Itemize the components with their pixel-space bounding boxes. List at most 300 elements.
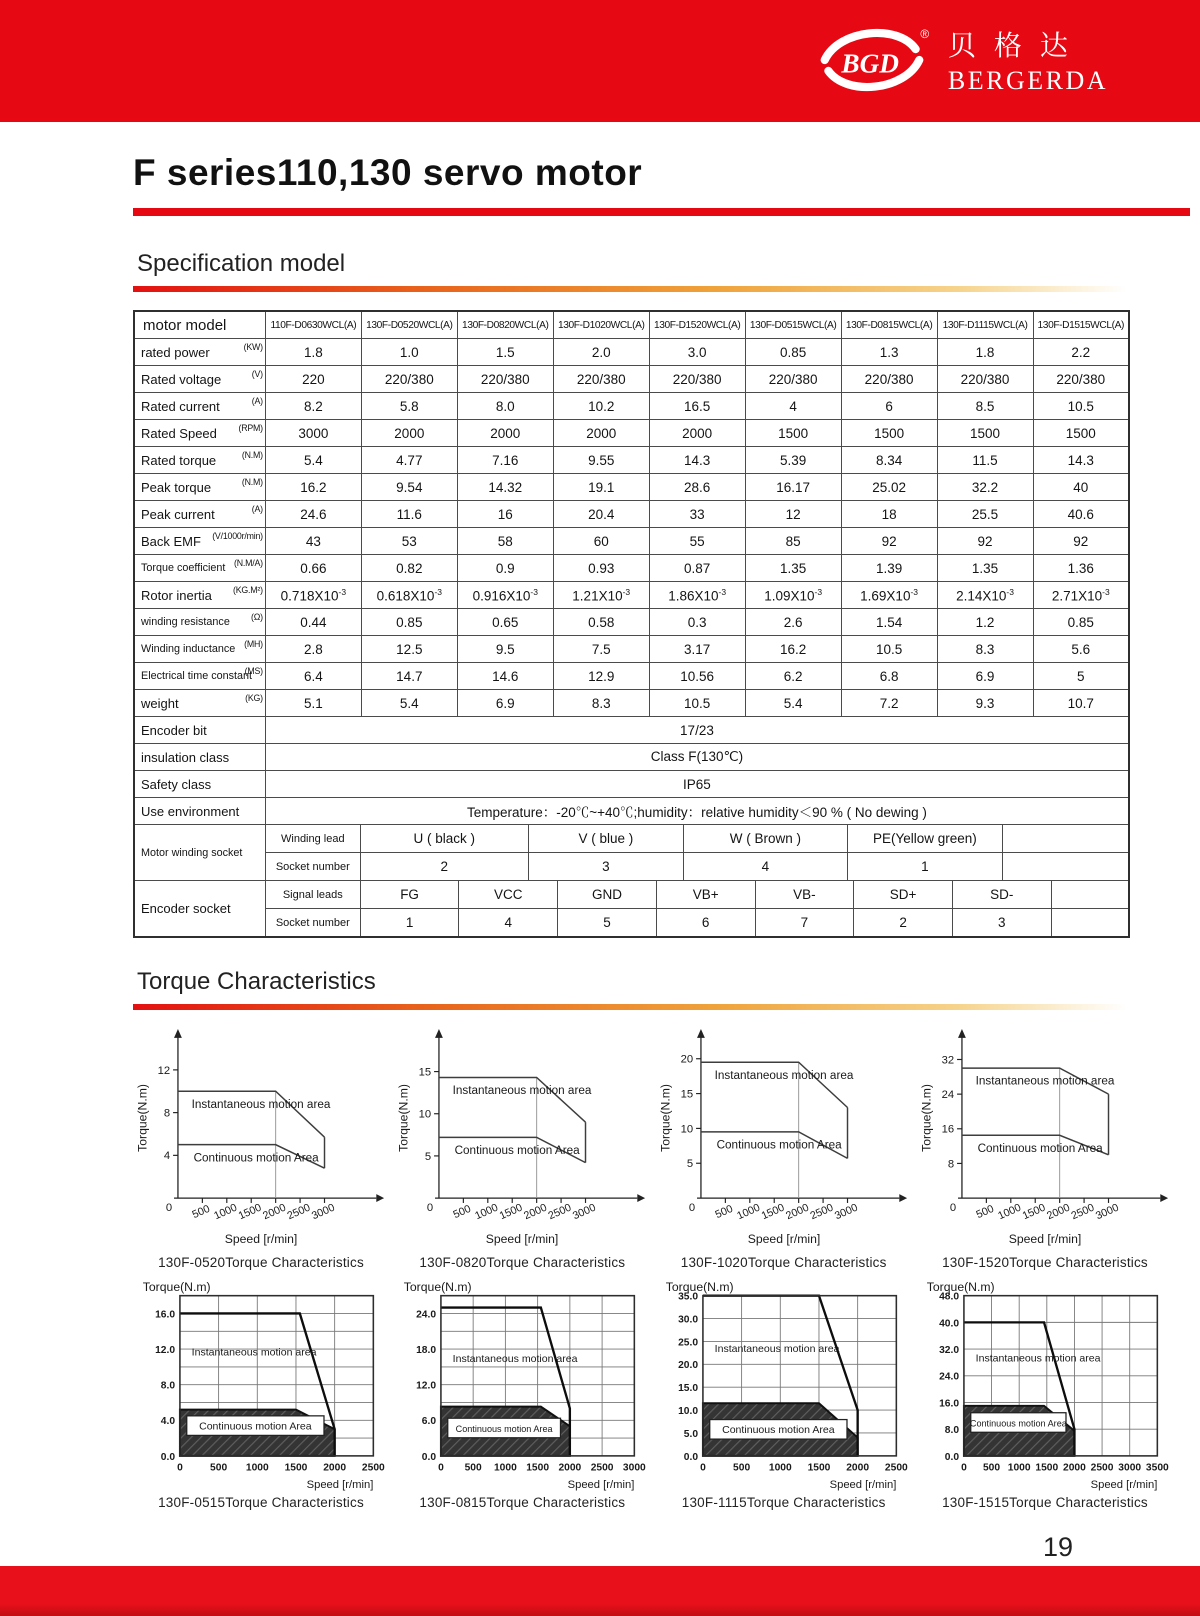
spec-row [134, 609, 1129, 636]
svg-text:1000: 1000 [996, 1201, 1023, 1223]
spec-row [134, 582, 1129, 609]
spec-value: 6.4 [265, 663, 361, 690]
svg-text:0.0: 0.0 [944, 1451, 960, 1463]
spec-row [134, 501, 1129, 528]
row-label: Motor winding socket [134, 825, 265, 881]
spec-value: 53 [361, 528, 457, 555]
svg-text:500: 500 [464, 1462, 483, 1474]
svg-text:500: 500 [190, 1202, 212, 1222]
svg-text:24: 24 [941, 1089, 955, 1102]
spec-value: 85 [745, 528, 841, 555]
svg-text:Continuous motion Area: Continuous motion Area [977, 1141, 1103, 1155]
spec-value: 1.39 [841, 555, 937, 582]
spec-value: 25.5 [937, 501, 1033, 528]
svg-text:Continuous motion Area: Continuous motion Area [716, 1138, 842, 1152]
socket-cell: GND [558, 881, 657, 908]
encoder-socket-row [134, 881, 1129, 909]
socket-cell: 1 [848, 853, 1003, 880]
spec-value: 6.9 [457, 690, 553, 717]
svg-text:1500: 1500 [236, 1201, 264, 1223]
row-label: Rated voltage (V) [134, 366, 265, 393]
row-label: Encoder bit [134, 717, 265, 744]
chart-caption: 130F-0815Torque Characteristics [419, 1495, 626, 1510]
spec-value: 8.0 [457, 393, 553, 420]
spec-row [134, 393, 1129, 420]
charts-row-top [133, 1022, 1173, 1270]
svg-text:1500: 1500 [497, 1201, 525, 1223]
row-label: Torque coefficient (N.M/A) [134, 555, 265, 582]
section-torque-characteristics: Torque Characteristics [137, 968, 376, 995]
spec-value: 1.35 [745, 555, 841, 582]
spec-value: 1.0 [361, 339, 457, 366]
spec-value: 0.66 [265, 555, 361, 582]
svg-text:Speed [r/min]: Speed [r/min] [224, 1232, 298, 1247]
spec-value: $0.618X10^{-3}$ [361, 582, 457, 609]
svg-text:2500: 2500 [361, 1462, 385, 1474]
torque-figure-130F-1115 [656, 1282, 912, 1510]
svg-text:8: 8 [163, 1107, 171, 1120]
svg-text:25.0: 25.0 [677, 1337, 698, 1349]
svg-text:0: 0 [165, 1201, 173, 1214]
spec-value: 8.2 [265, 393, 361, 420]
row-label: Peak current (A) [134, 501, 265, 528]
row-label: Encoder socket [134, 881, 265, 938]
spec-value: 2.8 [265, 636, 361, 663]
svg-text:0: 0 [177, 1462, 183, 1474]
spec-row [134, 339, 1129, 366]
spec-value: 92 [1033, 528, 1129, 555]
svg-text:2000: 2000 [783, 1201, 811, 1223]
socket-cell [1003, 853, 1128, 880]
spec-value: 220/380 [1033, 366, 1129, 393]
spec-row [134, 447, 1129, 474]
torque-figure-130F-0520 [133, 1022, 389, 1270]
spec-row [134, 555, 1129, 582]
model-header: 110F-D0630WCL(A) [265, 311, 361, 339]
svg-text:2500: 2500 [1090, 1462, 1114, 1474]
row-label: weight (KG) [134, 690, 265, 717]
spec-table-body [134, 311, 1129, 937]
spec-value: 2000 [457, 420, 553, 447]
svg-text:1000: 1000 [212, 1201, 239, 1223]
row-label: Use environment [134, 798, 265, 825]
spec-value: 2.2 [1033, 339, 1129, 366]
spec-value: 18 [841, 501, 937, 528]
spec-value: 28.6 [649, 474, 745, 501]
svg-text:1500: 1500 [759, 1201, 787, 1223]
brand-name: BERGERDA [947, 66, 1108, 95]
spec-value: 0.82 [361, 555, 457, 582]
encoder-socket-row [134, 909, 1129, 938]
svg-text:16.0: 16.0 [939, 1398, 960, 1410]
spec-value: 8.5 [937, 393, 1033, 420]
svg-text:Speed [r/min]: Speed [r/min] [747, 1232, 820, 1247]
svg-text:12.0: 12.0 [416, 1380, 437, 1392]
model-header: 130F-D0820WCL(A) [457, 311, 553, 339]
chart-caption: 130F-1020Torque Characteristics [680, 1255, 887, 1270]
page-number: 19 [1042, 1532, 1073, 1562]
spec-value: 16 [457, 501, 553, 528]
spec-value: 1500 [745, 420, 841, 447]
spec-table [133, 310, 1130, 938]
socket-cell: 3 [529, 853, 684, 880]
svg-text:Continuous motion Area: Continuous motion Area [721, 1424, 835, 1437]
svg-text:1500: 1500 [807, 1462, 831, 1474]
svg-text:2500: 2500 [808, 1201, 835, 1223]
header-band [0, 0, 1200, 122]
svg-text:1500: 1500 [1035, 1462, 1059, 1474]
torque-chart-130F-0815 [394, 1282, 650, 1493]
spec-value: 0.87 [649, 555, 745, 582]
spec-value: 1.3 [841, 339, 937, 366]
spec-value: $1.86X10^{-3}$ [649, 582, 745, 609]
spec-value: 0.65 [457, 609, 553, 636]
spec-value: 5 [1033, 663, 1129, 690]
socket-cell: 4 [684, 853, 848, 880]
svg-text:2500: 2500 [285, 1201, 313, 1223]
svg-text:Torque(N.m): Torque(N.m) [142, 1282, 211, 1294]
socket-cells [265, 825, 1129, 853]
spec-value: 14.7 [361, 663, 457, 690]
svg-text:5.0: 5.0 [683, 1428, 698, 1440]
spec-value: 58 [457, 528, 553, 555]
section-underline-gradient [133, 286, 1190, 292]
spec-value: 1.8 [265, 339, 361, 366]
spec-value: 1.2 [937, 609, 1033, 636]
spec-value: 9.54 [361, 474, 457, 501]
charts-row-bottom [133, 1282, 1173, 1510]
spec-value: 220/380 [553, 366, 649, 393]
spec-value: 24.6 [265, 501, 361, 528]
chart-caption: 130F-0520Torque Characteristics [158, 1255, 364, 1270]
spec-value: 220 [265, 366, 361, 393]
socket-sub-label: Socket number [266, 909, 361, 936]
svg-text:1500: 1500 [526, 1462, 550, 1474]
torque-chart-130F-1115 [656, 1282, 912, 1493]
spec-span-row [134, 771, 1129, 798]
svg-text:0: 0 [961, 1462, 967, 1474]
socket-cell [1052, 909, 1128, 936]
svg-text:1000: 1000 [245, 1462, 269, 1474]
svg-text:500: 500 [732, 1462, 750, 1474]
svg-text:Continuous motion Area: Continuous motion Area [455, 1423, 553, 1434]
spec-value: 16.2 [745, 636, 841, 663]
spec-value: 6.2 [745, 663, 841, 690]
socket-cell: SD+ [854, 881, 953, 908]
row-label: rated power (KW) [134, 339, 265, 366]
torque-chart-130F-0820 [394, 1022, 650, 1253]
spec-span-row [134, 717, 1129, 744]
spec-value: 7.5 [553, 636, 649, 663]
svg-text:Torque(N.m): Torque(N.m) [926, 1282, 995, 1294]
spec-value: 19.1 [553, 474, 649, 501]
spec-span-value: Class F(130℃) [265, 744, 1129, 771]
spec-value: 11.5 [937, 447, 1033, 474]
torque-figure-130F-0515 [133, 1282, 389, 1510]
spec-value: 2000 [553, 420, 649, 447]
socket-cell: 1 [361, 909, 460, 936]
spec-span-value: IP65 [265, 771, 1129, 798]
svg-text:1000: 1000 [473, 1201, 501, 1223]
socket-cell: 4 [459, 909, 558, 936]
svg-text:2500: 2500 [591, 1462, 614, 1474]
spec-value: 3.0 [649, 339, 745, 366]
spec-row [134, 663, 1129, 690]
svg-text:Instantaneous motion area: Instantaneous motion area [975, 1074, 1115, 1088]
svg-text:Torque(N.m): Torque(N.m) [658, 1084, 673, 1152]
row-label: Rated Speed (RPM) [134, 420, 265, 447]
spec-value: 40 [1033, 474, 1129, 501]
spec-span-row [134, 744, 1129, 771]
spec-value: 1.36 [1033, 555, 1129, 582]
spec-value: 8.34 [841, 447, 937, 474]
spec-span-value: Temperature：-20℃~+40℃;humidity：relative humidity＜90 % ( No dewing ) [265, 798, 1129, 825]
brand-chinese: 贝格达 [947, 31, 1086, 62]
row-label: Safety class [134, 771, 265, 798]
spec-value: 16.5 [649, 393, 745, 420]
svg-text:Speed [r/min]: Speed [r/min] [829, 1479, 896, 1492]
svg-text:2500: 2500 [884, 1462, 908, 1474]
spec-value: 1500 [937, 420, 1033, 447]
spec-value: $2.71X10^{-3}$ [1033, 582, 1129, 609]
spec-value: 7.16 [457, 447, 553, 474]
spec-value: 10.56 [649, 663, 745, 690]
spec-value: 3000 [265, 420, 361, 447]
title-underline [133, 208, 1190, 216]
spec-value: 4.77 [361, 447, 457, 474]
model-header: 130F-D0515WCL(A) [745, 311, 841, 339]
brand-logo [812, 18, 1108, 102]
svg-text:500: 500 [210, 1462, 228, 1474]
spec-value: 11.6 [361, 501, 457, 528]
svg-text:2000: 2000 [323, 1462, 347, 1474]
svg-text:3000: 3000 [571, 1201, 598, 1223]
spec-value: 55 [649, 528, 745, 555]
section-underline-gradient-2 [133, 1004, 1190, 1010]
svg-text:Continuous motion Area: Continuous motion Area [199, 1420, 312, 1433]
model-header: 130F-D1020WCL(A) [553, 311, 649, 339]
svg-text:2000: 2000 [522, 1201, 550, 1223]
spec-value: 14.32 [457, 474, 553, 501]
svg-text:16.0: 16.0 [155, 1309, 176, 1321]
spec-value: 3.17 [649, 636, 745, 663]
spec-value: 2000 [649, 420, 745, 447]
svg-text:2000: 2000 [1045, 1201, 1072, 1223]
svg-text:5: 5 [425, 1150, 432, 1163]
spec-col-header: motor model [134, 311, 265, 339]
svg-text:Speed [r/min]: Speed [r/min] [486, 1232, 559, 1247]
svg-text:35.0: 35.0 [677, 1291, 698, 1303]
spec-value: 0.3 [649, 609, 745, 636]
page-content [133, 122, 1190, 1563]
socket-cell: 2 [361, 853, 529, 880]
chart-caption: 130F-1520Torque Characteristics [942, 1255, 1148, 1270]
row-label: Back EMF (V/1000r/min) [134, 528, 265, 555]
spec-row [134, 528, 1129, 555]
svg-text:Speed [r/min]: Speed [r/min] [1090, 1479, 1158, 1492]
section-specification-model: Specification model [137, 250, 346, 277]
svg-text:12: 12 [157, 1064, 171, 1077]
svg-text:Speed [r/min]: Speed [r/min] [1008, 1232, 1082, 1247]
svg-text:Torque(N.m): Torque(N.m) [665, 1282, 734, 1294]
svg-text:20.0: 20.0 [677, 1360, 698, 1372]
winding-socket-row [134, 853, 1129, 881]
spec-value: 10.7 [1033, 690, 1129, 717]
svg-text:0.0: 0.0 [160, 1451, 176, 1463]
torque-chart-130F-1520 [917, 1022, 1173, 1253]
spec-value: 6 [841, 393, 937, 420]
footer-band [0, 1566, 1200, 1616]
svg-text:32: 32 [941, 1054, 955, 1067]
spec-value: 0.9 [457, 555, 553, 582]
socket-cell: W ( Brown ) [684, 825, 848, 852]
svg-text:Continuous motion Area: Continuous motion Area [969, 1418, 1067, 1429]
spec-value: 25.02 [841, 474, 937, 501]
bgd-logo-text: BGD [841, 48, 899, 79]
spec-value: 60 [553, 528, 649, 555]
svg-text:2500: 2500 [1069, 1201, 1097, 1223]
socket-cell: FG [361, 881, 460, 908]
spec-row [134, 690, 1129, 717]
socket-cell: U ( black ) [361, 825, 529, 852]
svg-text:15.0: 15.0 [677, 1383, 698, 1395]
socket-cell: VB+ [657, 881, 756, 908]
row-label: Rated current (A) [134, 393, 265, 420]
svg-text:3000: 3000 [1093, 1201, 1121, 1223]
svg-text:8: 8 [947, 1158, 955, 1171]
svg-text:Torque(N.m): Torque(N.m) [135, 1084, 150, 1152]
torque-figure-130F-0820 [394, 1022, 650, 1270]
svg-text:3000: 3000 [623, 1462, 647, 1474]
spec-value: 5.4 [745, 690, 841, 717]
model-header: 130F-D0815WCL(A) [841, 311, 937, 339]
svg-text:Speed [r/min]: Speed [r/min] [306, 1479, 374, 1492]
socket-cell [1003, 825, 1128, 852]
svg-text:Instantaneous motion area: Instantaneous motion area [191, 1097, 331, 1111]
svg-text:18.0: 18.0 [416, 1344, 437, 1356]
socket-cell: VCC [459, 881, 558, 908]
socket-cell: 6 [657, 909, 756, 936]
svg-text:Continuous motion Area: Continuous motion Area [193, 1151, 319, 1165]
svg-text:4: 4 [163, 1150, 171, 1163]
svg-text:500: 500 [713, 1202, 735, 1222]
svg-text:2000: 2000 [845, 1462, 869, 1474]
row-label: insulation class [134, 744, 265, 771]
spec-value: 1500 [841, 420, 937, 447]
spec-value: 6.9 [937, 663, 1033, 690]
spec-value: $1.69X10^{-3}$ [841, 582, 937, 609]
spec-value: 10.2 [553, 393, 649, 420]
spec-value: 4 [745, 393, 841, 420]
socket-cells [265, 881, 1129, 909]
row-label: Winding inductance (MH) [134, 636, 265, 663]
svg-text:Speed [r/min]: Speed [r/min] [567, 1479, 635, 1492]
spec-value: 32.2 [937, 474, 1033, 501]
svg-text:30.0: 30.0 [677, 1314, 698, 1326]
svg-text:0.0: 0.0 [683, 1451, 698, 1463]
spec-value: 8.3 [553, 690, 649, 717]
brand-text-block [948, 24, 1108, 96]
spec-row [134, 474, 1129, 501]
spec-value: $1.09X10^{-3}$ [745, 582, 841, 609]
svg-text:Instantaneous motion area: Instantaneous motion area [191, 1346, 317, 1359]
spec-row [134, 420, 1129, 447]
model-header: 130F-D1115WCL(A) [937, 311, 1033, 339]
spec-value: 9.3 [937, 690, 1033, 717]
svg-text:500: 500 [974, 1202, 996, 1222]
spec-value: 0.85 [1033, 609, 1129, 636]
spec-value: 0.85 [745, 339, 841, 366]
spec-value: $2.14X10^{-3}$ [937, 582, 1033, 609]
spec-value: 2000 [361, 420, 457, 447]
svg-text:1500: 1500 [1020, 1201, 1048, 1223]
svg-text:12.0: 12.0 [155, 1344, 176, 1356]
spec-value: 220/380 [361, 366, 457, 393]
socket-cell: SD- [953, 881, 1052, 908]
svg-text:15: 15 [418, 1066, 432, 1079]
svg-text:2000: 2000 [261, 1201, 288, 1223]
spec-value: 7.2 [841, 690, 937, 717]
spec-value: 0.93 [553, 555, 649, 582]
svg-text:Instantaneous motion area: Instantaneous motion area [452, 1352, 578, 1365]
torque-chart-130F-1020 [656, 1022, 912, 1253]
model-header: 130F-D1520WCL(A) [649, 311, 745, 339]
socket-sub-label: Socket number [266, 853, 361, 880]
torque-chart-130F-1515 [917, 1282, 1173, 1493]
row-label: Peak torque (N.M) [134, 474, 265, 501]
svg-text:0: 0 [699, 1462, 706, 1474]
spec-row [134, 636, 1129, 663]
svg-text:Torque(N.m): Torque(N.m) [404, 1282, 472, 1294]
spec-value: 5.4 [361, 690, 457, 717]
spec-value: 1.5 [457, 339, 553, 366]
torque-figure-130F-0815 [394, 1282, 650, 1510]
spec-value: 10.5 [841, 636, 937, 663]
spec-value: 5.1 [265, 690, 361, 717]
spec-span-row [134, 798, 1129, 825]
row-label: Electrical time constant (MS) [134, 663, 265, 690]
row-label: Rotor inertia (KG.M²) [134, 582, 265, 609]
svg-text:1500: 1500 [284, 1462, 308, 1474]
svg-text:Instantaneous motion area: Instantaneous motion area [714, 1068, 854, 1082]
svg-text:10.0: 10.0 [677, 1406, 698, 1418]
socket-cell: PE(Yellow green) [848, 825, 1003, 852]
svg-text:2500: 2500 [546, 1201, 574, 1223]
spec-row [134, 366, 1129, 393]
spec-value: 220/380 [841, 366, 937, 393]
socket-sub-label: Signal leads [266, 881, 361, 908]
svg-text:500: 500 [451, 1202, 474, 1222]
torque-chart-130F-0515 [133, 1282, 389, 1493]
svg-text:3000: 3000 [1118, 1462, 1142, 1474]
spec-value: 12.5 [361, 636, 457, 663]
spec-value: 2.0 [553, 339, 649, 366]
torque-figure-130F-1520 [917, 1022, 1173, 1270]
svg-text:Torque(N.m): Torque(N.m) [919, 1084, 934, 1152]
svg-text:48.0: 48.0 [939, 1291, 960, 1303]
svg-text:8.0: 8.0 [944, 1425, 960, 1437]
spec-value: 2.6 [745, 609, 841, 636]
spec-value: 0.58 [553, 609, 649, 636]
spec-value: 1500 [1033, 420, 1129, 447]
spec-value: 8.3 [937, 636, 1033, 663]
svg-text:24.0: 24.0 [939, 1371, 960, 1383]
registered-mark: ® [920, 27, 929, 42]
svg-text:24.0: 24.0 [416, 1309, 437, 1321]
spec-value: 10.5 [1033, 393, 1129, 420]
spec-header-row [134, 311, 1129, 339]
torque-chart-130F-0520 [133, 1022, 389, 1253]
